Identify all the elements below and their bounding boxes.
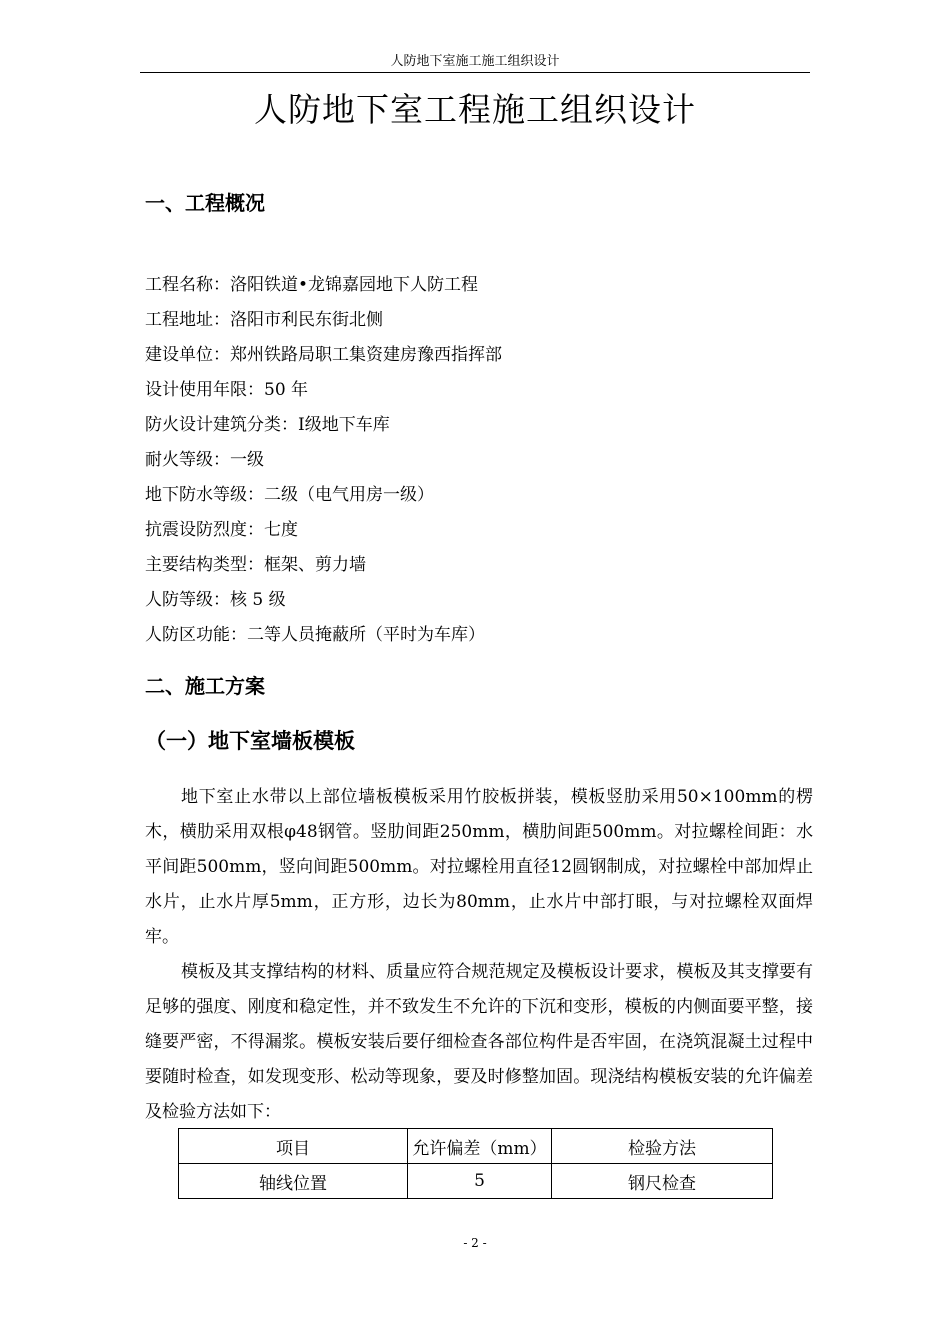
info-item: 设计使用年限：50 年 — [145, 380, 309, 400]
info-item: 主要结构类型：框架、剪力墙 — [145, 555, 366, 575]
project-info-list — [145, 268, 502, 653]
table-cell: 轴线位置 — [179, 1164, 408, 1199]
info-item: 工程名称：洛阳铁道•龙锦嘉园地下人防工程 — [145, 275, 479, 295]
info-item: 耐火等级：一级 — [145, 450, 264, 470]
subsection-heading-wall-formwork: （一）地下室墙板模板 — [145, 729, 355, 753]
header-rule — [140, 72, 810, 73]
table-row — [179, 1164, 773, 1199]
running-header: 人防地下室施工施工组织设计 — [390, 54, 560, 69]
table-header-row — [179, 1129, 773, 1164]
table-cell: 钢尺检查 — [552, 1164, 773, 1199]
paragraph-formwork-requirements: 模板及其支撑结构的材料、质量应符合规范规定及模板设计要求，模板及其支撑要有足够的强度、刚度和稳定性，并不致发生不允许的下沉和变形，模板的内侧面要平整，接缝要严密，不得漏浆。模板安装后要仔细检查各部位构件是否牢固，在浇筑混凝土过程中要随时检查，如发现变形、松动等现象，要及时修整加固。现浇结构模板安装的允许偏差及检验方法如下： — [145, 962, 813, 1122]
paragraph-formwork-spec: 地下室止水带以上部位墙板模板采用竹胶板拼装，模板竖肋采用50×100mm的楞木，横肋采用双根φ48钢管。竖肋间距250mm，横肋间距500mm。对拉螺栓间距：水平间距500mm，竖向间距500mm。对拉螺栓用直径12圆钢制成，对拉螺栓中部加焊止水片，止水片厚5mm，正方形，边长为80mm，止水片中部打眼，与对拉螺栓双面焊牢。 — [145, 787, 813, 947]
section-heading-construction-plan: 二、施工方案 — [145, 674, 265, 698]
column-header: 允许偏差（mm） — [408, 1129, 552, 1164]
info-item: 建设单位：郑州铁路局职工集资建房豫西指挥部 — [145, 345, 502, 365]
table-cell: 5 — [408, 1164, 552, 1199]
tolerance-table — [178, 1128, 773, 1199]
info-item: 地下防水等级：二级（电气用房一级） — [145, 485, 434, 505]
column-header: 项目 — [179, 1129, 408, 1164]
info-item: 人防区功能：二等人员掩蔽所（平时为车库） — [145, 625, 485, 645]
info-item: 抗震设防烈度：七度 — [145, 520, 298, 540]
info-item: 工程地址：洛阳市利民东街北侧 — [145, 310, 383, 330]
document-title: 人防地下室工程施工组织设计 — [254, 90, 696, 129]
page-number: - 2 - — [463, 1236, 487, 1250]
column-header: 检验方法 — [552, 1129, 773, 1164]
section-heading-overview: 一、工程概况 — [145, 191, 265, 215]
info-item: 人防等级：核 5 级 — [145, 590, 286, 610]
info-item: 防火设计建筑分类：Ⅰ级地下车库 — [145, 415, 390, 435]
